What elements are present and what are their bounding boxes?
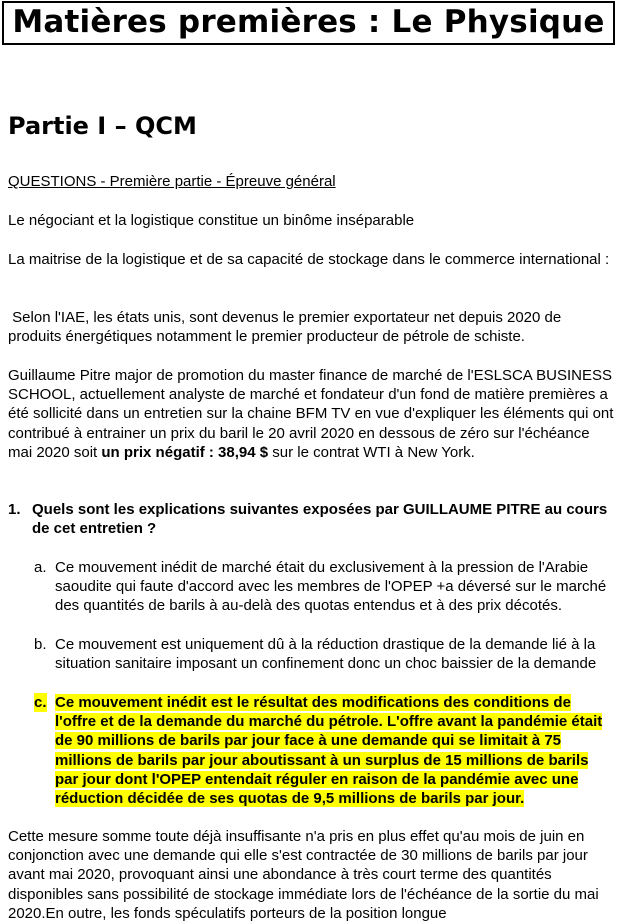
option-b	[34, 635, 614, 673]
option-text: Ce mouvement est uniquement dû à la réduction drastique de la demande lié à la situation sanitaire imposant un confinement donc un choc baissier de la demande	[55, 636, 597, 673]
paragraph-5: Cette mesure somme toute déjà insuffisante n'a pris en plus effet qu'au mois de juin en conjonction avec une demande qui elle s'est contractée de 30 millions de barils par jour avant mai 2020, provoquant ainsi une abondance à très court terme des quantités disponibles sans possibilité de stockage immédiate lors de l'échéance de la sortie du mai 2020.En outre, les fonds spéculatifs porteurs de la position longue	[8, 828, 599, 922]
paragraph-4	[8, 366, 614, 462]
questions-header: QUESTIONS - Première partie - Épreuve général	[8, 173, 336, 190]
option-text: Ce mouvement inédit est le résultat des modifications des conditions de l'offre et de la demande du marché du pétrole. L'offre avant la pandémie était de 90 millions de barils par jour face à une demande qui se limitait à 75 millions de barils par jour aboutissant à un surplus de 15 millions de barils par jour dont l'OPEP entendait réguler en raison de la pandémie avec une réduction décidée de ses quotas de 9,5 millions de barils par jour.	[55, 694, 603, 808]
option-text: Ce mouvement inédit de marché était du exclusivement à la pression de l'Arabie saoudite qui faute d'accord avec les membres de l'OPEP +a déversé sur le marché des quantités de barils à au-delà des quotas entendus et à des prix décotés.	[55, 559, 607, 615]
document-title: Matières premières : Le Physique	[12, 4, 605, 41]
question-number: 1.	[8, 501, 21, 518]
question-text: Quels sont les explications suivantes exposées par GUILLAUME PITRE au cours de cet entretien ?	[32, 501, 608, 538]
paragraph-4-end: sur le contrat WTI à New York.	[268, 443, 475, 461]
document-title-box	[2, 1, 615, 45]
option-c	[34, 693, 614, 808]
question-1	[8, 500, 614, 538]
option-letter: b.	[34, 636, 47, 653]
option-letter: c.	[34, 694, 47, 711]
option-a	[34, 558, 614, 616]
option-letter: a.	[34, 559, 47, 576]
paragraph-1: Le négociant et la logistique constitue un binôme inséparable	[8, 212, 415, 229]
paragraph-4-text: Guillaume Pitre major de promotion du master finance de marché de l'ESLSCA BUSINESS SCHOOL, actuellement analyste de marché et fondateur d'un fond de matière premières a été sollicité dans un entretien sur la chaine BFM TV en vue d'expliquer les éléments qui ont contribué à entrainer un prix du baril le 20 avril 2020 en dessous de zéro sur l'échéance mai 2020 soit	[8, 367, 614, 461]
paragraph-3: Selon l'IAE, les états unis, sont devenus le premier exportateur net depuis 2020 de produits énergétiques notamment le premier producteur de pétrole de schiste.	[8, 309, 566, 346]
section-title: Partie I – QCM	[8, 112, 197, 140]
negative-price: un prix négatif : 38,94 $	[101, 443, 269, 461]
paragraph-2: La maitrise de la logistique et de sa capacité de stockage dans le commerce international :	[8, 251, 610, 268]
